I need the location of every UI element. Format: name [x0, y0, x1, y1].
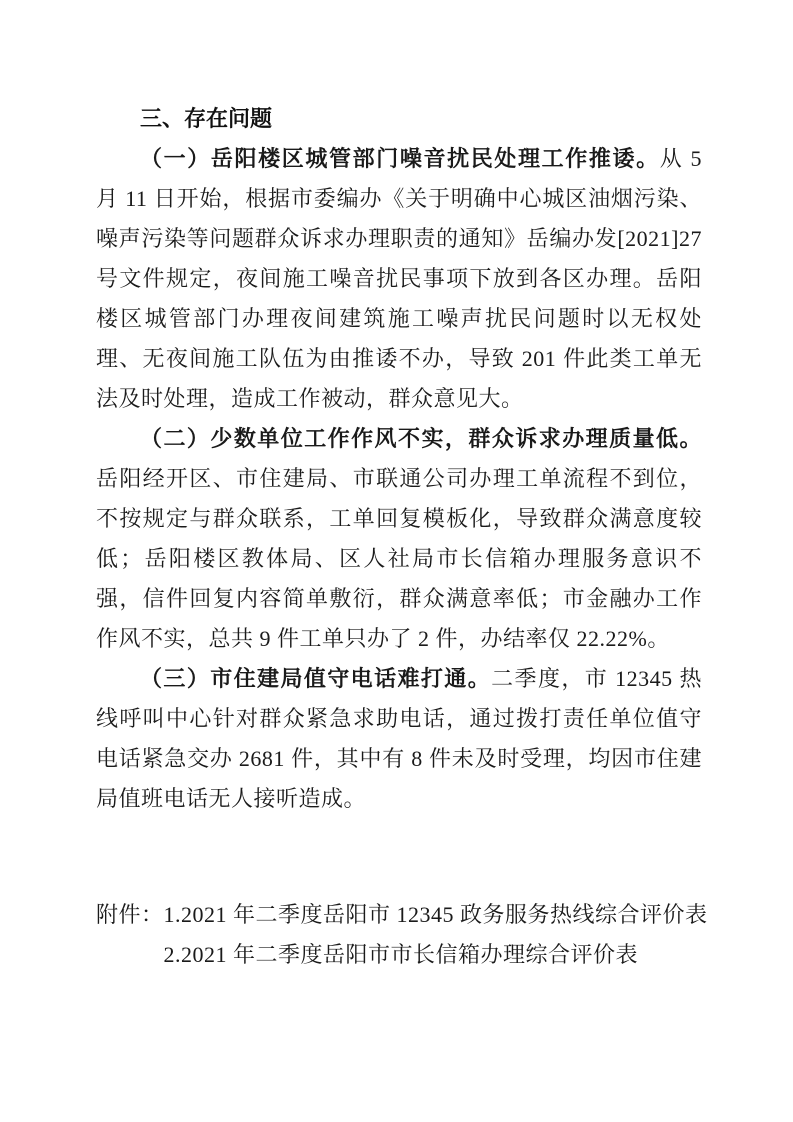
attachments-list — [164, 895, 708, 975]
paragraph-2-lead: （二）少数单位工作作风不实，群众诉求办理质量低。 — [140, 426, 702, 451]
paragraph-1 — [96, 139, 702, 419]
attachments-label: 附件： — [96, 902, 164, 927]
paragraph-1-lead: （一）岳阳楼区城管部门噪音扰民处理工作推诿。 — [140, 146, 660, 171]
paragraph-3 — [96, 659, 702, 819]
section-heading: 三、存在问题 — [140, 106, 273, 131]
paragraph-1-body: 从 5 月 11 日开始，根据市委编办《关于明确中心城区油烟污染、噪声污染等问题群众诉求办理职责的通知》岳编办发[2021]27 号文件规定，夜间施工噪音扰民事项下放到各区办理。岳阳楼区城管部门办理夜间建筑施工噪声扰民问题时以无权处理、无夜间施工队伍为由推诿不办，导致 201 件此类工单无法及时处理，造成工作被动，群众意见大。 — [96, 146, 702, 411]
paragraph-3-body: 二季度，市 12345 热线呼叫中心针对群众紧急求助电话，通过拨打责任单位值守电话紧急交办 2681 件，其中有 8 件未及时受理，均因市住建局值班电话无人接听造成。 — [96, 666, 702, 811]
paragraph-2-body: 岳阳经开区、市住建局、市联通公司办理工单流程不到位，不按规定与群众联系，工单回复模板化，导致群众满意度较低；岳阳楼区教体局、区人社局市长信箱办理服务意识不强，信件回复内容简单敷衍，群众满意率低；市金融办工作作风不实，总共 9 件工单只办了 2 件，办结率仅 22.22%。 — [96, 466, 702, 651]
attachments-block — [96, 895, 708, 975]
document-body — [96, 99, 708, 975]
attachment-item-1: 1.2021 年二季度岳阳市 12345 政务服务热线综合评价表 — [163, 902, 708, 927]
paragraph-2 — [96, 419, 702, 659]
paragraph-3-lead: （三）市住建局值守电话难打通。 — [140, 666, 492, 691]
attachment-item-2: 2.2021 年二季度岳阳市市长信箱办理综合评价表 — [163, 942, 639, 967]
